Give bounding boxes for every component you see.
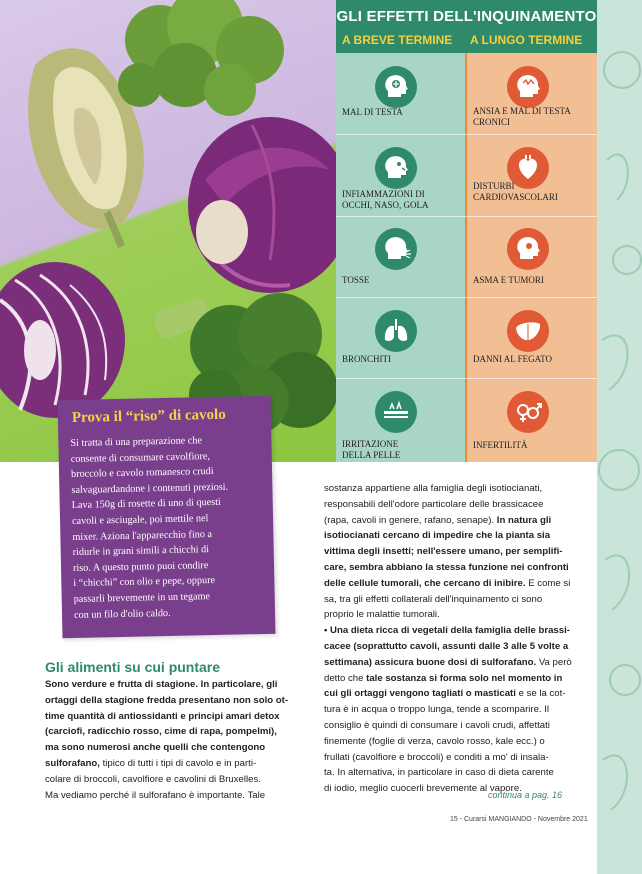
right-column-text bbox=[324, 481, 571, 797]
effect-label: INFIAMMAZIONI DI OCCHI, NASO, GOLA bbox=[342, 189, 429, 210]
regular-text: di iodio, meglio cuocerli brevemente al vapore. bbox=[324, 783, 522, 795]
bold-text: • Una dieta ricca di vegetali della famiglia delle brassi- bbox=[324, 625, 570, 637]
row-divider bbox=[336, 297, 597, 298]
head-tumor-icon bbox=[507, 228, 549, 270]
bold-text: settimana) assicura buone dosi di sulforafano. bbox=[324, 656, 537, 668]
page-footer: 15 - Curarsi MANGIANDO - Novembre 2021 bbox=[450, 816, 588, 823]
text-line bbox=[45, 693, 290, 709]
bold-text: isotiocianati cercano di impedire che la pianta sia bbox=[324, 530, 551, 542]
text-line bbox=[45, 788, 290, 804]
short-term-effect-3 bbox=[338, 220, 464, 294]
text-line bbox=[324, 513, 571, 529]
broccoli-top-illustration bbox=[118, 0, 284, 116]
bold-text: ortaggi della stagione fredda presentano non solo ot- bbox=[45, 694, 289, 706]
skin-irritation-icon bbox=[375, 391, 417, 433]
text-line bbox=[324, 560, 571, 576]
tip-line: con un filo d'olio caldo. bbox=[73, 607, 171, 621]
left-column-text bbox=[45, 677, 290, 803]
regular-text: detto che bbox=[324, 672, 367, 684]
long-term-effect-3 bbox=[469, 220, 595, 294]
short-term-heading: A BREVE TERMINE bbox=[342, 33, 453, 47]
tip-line: passarli brevemente in un tegame bbox=[73, 591, 211, 605]
panel-title: GLI EFFETTI DELL'INQUINAMENTO bbox=[336, 8, 597, 25]
short-term-effect-1 bbox=[338, 58, 464, 132]
text-line bbox=[324, 528, 571, 544]
eye-irritation-icon bbox=[375, 147, 417, 189]
tip-line: Lava 150g di rosette di uno di questi bbox=[71, 497, 221, 512]
text-line bbox=[45, 740, 290, 756]
regular-text: responsabili dell'odore particolare delle brassicacee bbox=[324, 498, 544, 510]
chronic-headache-icon bbox=[507, 66, 549, 108]
bold-text: ma sono numerosi anche quelli che contengono bbox=[45, 742, 266, 754]
bold-text: time quantità di antiossidanti e principi amari detox bbox=[45, 710, 280, 722]
bold-text: tale sostanza si forma solo nel momento in bbox=[366, 672, 563, 684]
tip-line: mixer. Aziona l'apparecchio fino a bbox=[72, 528, 213, 543]
effect-label: DANNI AL FEGATO bbox=[473, 354, 553, 364]
short-term-effect-4 bbox=[338, 302, 464, 376]
gender-symbols-icon bbox=[507, 391, 549, 433]
short-term-effect-5 bbox=[338, 383, 464, 460]
bold-text: (carciofi, radicchio rosso, cime di rapa, pompelmi), bbox=[45, 726, 277, 738]
text-line bbox=[324, 718, 571, 734]
tip-line: ridurle in grani simili a chicchi di bbox=[72, 544, 210, 559]
text-line bbox=[324, 592, 571, 608]
text-line bbox=[45, 709, 290, 725]
regular-text: tipico di tutti i tipi di cavolo e in parti- bbox=[99, 757, 257, 769]
regular-text: Va però bbox=[536, 656, 572, 668]
tip-body bbox=[70, 432, 264, 623]
effect-label: IRRITAZIONE DELLA PELLE bbox=[342, 439, 401, 460]
long-term-effect-4 bbox=[469, 302, 595, 376]
text-line bbox=[324, 544, 571, 560]
text-line bbox=[45, 724, 290, 740]
bold-text: vittima degli insetti; nell'essere umano, per semplifi- bbox=[324, 546, 563, 558]
decorative-side-strip bbox=[597, 0, 642, 874]
effect-label: TOSSE bbox=[342, 275, 370, 285]
regular-text: sostanza appartiene alla famiglia degli isotiocianati, bbox=[324, 483, 543, 494]
text-line bbox=[324, 497, 571, 513]
bold-text: In natura gli bbox=[494, 514, 552, 526]
text-line bbox=[45, 772, 290, 788]
text-line bbox=[324, 671, 571, 687]
text-line bbox=[324, 623, 571, 639]
long-term-effect-1 bbox=[469, 58, 595, 132]
text-line bbox=[324, 576, 571, 592]
tip-line: Si tratta di una preparazione che bbox=[70, 435, 203, 449]
vegetables-photo bbox=[0, 0, 337, 462]
bold-text: sulforafano, bbox=[45, 757, 100, 769]
regular-text: Ma vediamo perché il sulforafano è importante. Tale bbox=[45, 789, 266, 801]
regular-text: finemente (foglie di verza, cavolo rosso, kale ecc.) o bbox=[324, 735, 545, 747]
text-line bbox=[324, 702, 571, 718]
regular-text: frullati (cavolfiore e broccoli) e conditi a mo' di insala- bbox=[324, 751, 549, 763]
regular-text: tura è in acqua o troppo lunga, tende a scomparire. Il bbox=[324, 704, 550, 716]
text-line bbox=[45, 677, 290, 693]
tip-line: salvaguardandone i contenuti preziosi. bbox=[71, 481, 229, 496]
lungs-icon bbox=[375, 310, 417, 352]
text-line bbox=[324, 481, 571, 497]
regular-text: sa, tra gli effetti collaterali dell'inquinamento ci sono bbox=[324, 593, 543, 605]
section-title: Gli alimenti su cui puntare bbox=[45, 659, 221, 675]
pollution-effects-panel bbox=[336, 0, 597, 462]
bold-text: delle cellule tumorali, che cercano di inibire. bbox=[324, 577, 526, 589]
regular-text: colare di broccoli, cavolfiore e cavolini di Bruxelles. bbox=[45, 773, 261, 785]
tip-title: Prova il “riso” di cavolo bbox=[71, 406, 226, 426]
tip-line: i “chicchi” con olio e pepe, oppure bbox=[73, 575, 216, 590]
tip-line: cavoli e asciugale, poi mettile nel bbox=[71, 513, 209, 527]
row-divider bbox=[336, 378, 597, 379]
text-line bbox=[324, 655, 571, 671]
red-cabbage-illustration bbox=[188, 117, 337, 293]
effect-label: DISTURBI CARDIOVASCOLARI bbox=[473, 181, 558, 202]
bold-text: Sono verdure e frutta di stagione. In particolare, gli bbox=[45, 679, 278, 690]
short-term-effect-2 bbox=[338, 139, 464, 213]
effect-label: ASMA E TUMORI bbox=[473, 275, 544, 285]
tip-line: consente di consumare cavolfiore, bbox=[70, 450, 211, 465]
row-divider bbox=[336, 134, 597, 135]
continued-link[interactable]: continua a pag. 16 bbox=[488, 790, 563, 800]
sliced-red-cabbage-illustration bbox=[0, 262, 125, 418]
long-term-effect-2 bbox=[469, 139, 595, 213]
effect-label: INFERTILITÀ bbox=[473, 440, 528, 450]
column-divider bbox=[465, 53, 467, 462]
text-line bbox=[324, 639, 571, 655]
bold-text: cacee (soprattutto cavoli, assunti dalle 3 alle 5 volte a bbox=[324, 640, 569, 652]
long-term-effect-5 bbox=[469, 383, 595, 457]
regular-text: e se la cot- bbox=[515, 688, 566, 700]
regular-text: consiglio è quindi di consumare i cavoli crudi, affettati bbox=[324, 719, 550, 731]
text-line bbox=[45, 756, 290, 772]
long-term-heading: A LUNGO TERMINE bbox=[470, 33, 583, 47]
regular-text: (rapa, cavoli in genere, rafano, senape). bbox=[324, 514, 495, 526]
effect-label: ANSIA E MAL DI TESTA CRONICI bbox=[473, 106, 571, 127]
rice-tip-box bbox=[58, 396, 276, 638]
cough-icon bbox=[375, 228, 417, 270]
regular-text: ta. In alternativa, in particolare in caso di dieta carente bbox=[324, 767, 554, 779]
bold-text: care, sembra abbiano la stessa funzione nei confronti bbox=[324, 561, 569, 573]
text-line bbox=[324, 750, 571, 766]
liver-icon bbox=[507, 310, 549, 352]
tip-line: riso. A questo punto puoi condire bbox=[72, 559, 209, 574]
effect-label: MAL DI TESTA bbox=[342, 107, 403, 117]
text-line bbox=[324, 765, 571, 781]
text-line bbox=[324, 686, 571, 702]
bold-text: cui gli ortaggi vengono tagliati o masticati bbox=[324, 688, 516, 700]
effect-label: BRONCHITI bbox=[342, 354, 391, 364]
text-line bbox=[324, 607, 571, 623]
regular-text: proprio le malattie tumorali. bbox=[324, 609, 440, 621]
head-pain-icon bbox=[375, 66, 417, 108]
tip-line: broccolo e cavolo romanesco crudi bbox=[70, 466, 214, 481]
row-divider bbox=[336, 216, 597, 217]
regular-text: E come si bbox=[525, 577, 571, 589]
text-line bbox=[324, 734, 571, 750]
